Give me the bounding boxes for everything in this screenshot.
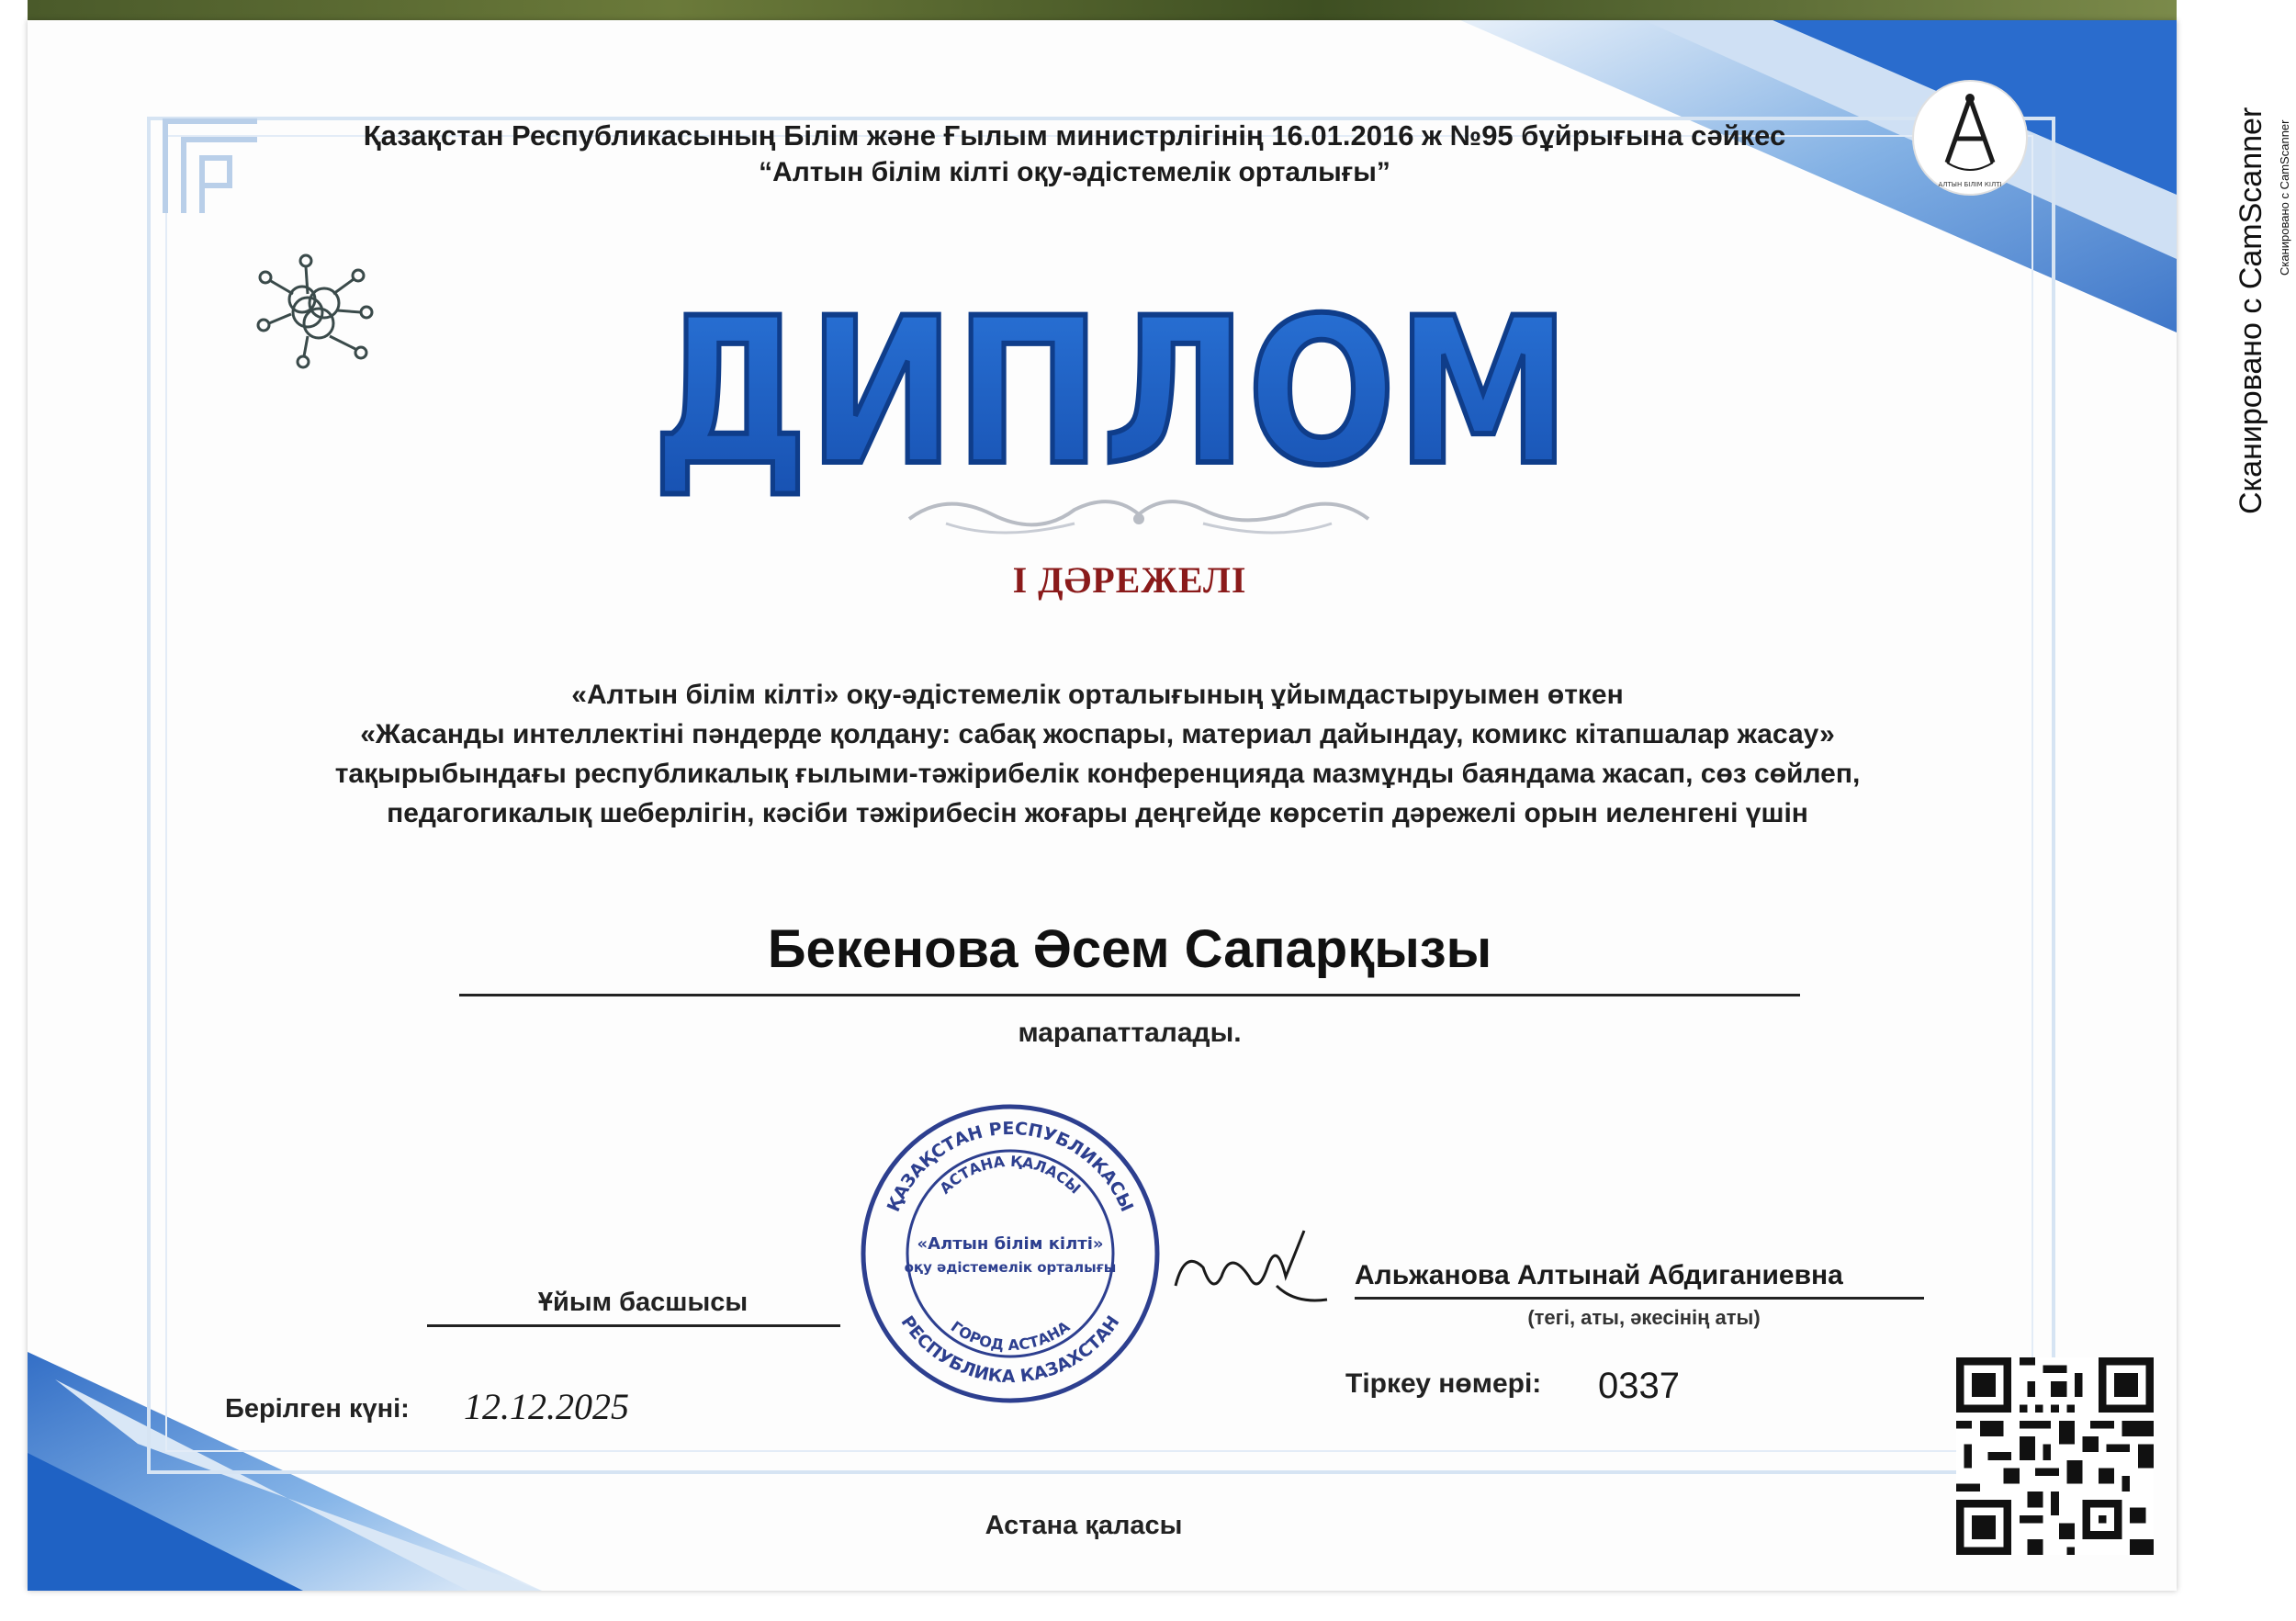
issue-date: 12.12.2025 bbox=[464, 1386, 629, 1427]
head-signature-line bbox=[427, 1324, 840, 1327]
recipient-name: Бекенова Әсем Сапарқызы bbox=[767, 919, 1492, 979]
flourish-ornament bbox=[891, 482, 1387, 546]
qr-code[interactable] bbox=[1956, 1357, 2154, 1555]
header-line-2: “Алтын білім кілті оқу-әдістемелік орталығы” bbox=[759, 157, 1390, 187]
diploma-title bbox=[597, 262, 1626, 510]
stamp-outer-bottom: ГОРОД АСТАНА bbox=[947, 1317, 1074, 1355]
degree-label: І ДӘРЕЖЕЛІ bbox=[1012, 559, 1247, 601]
header-line-1: Қазақстан Республикасының Білім және Ғылым министрлігінің 16.01.2016 ж №95 бұйрығына сәйкес bbox=[363, 119, 1786, 152]
svg-text:АСТАНА ҚАЛАСЫ bbox=[936, 1153, 1084, 1198]
stamp-center-2: оқу әдістемелік орталығы bbox=[904, 1259, 1117, 1276]
stamp-outer-top: ҚАЗАҚСТАН РЕСПУБЛИКАСЫ bbox=[883, 1118, 1138, 1215]
title-text: ДИПЛОМ bbox=[652, 275, 1570, 510]
compass-letter-a-logo bbox=[1910, 78, 2030, 197]
description-line: тақырыбындағы республикалық ғылыми-тәжірибелік конференцияда мазмұнды баяндама жасап, сөз сөйлеп, bbox=[334, 759, 1861, 789]
head-label: Ұйым басшысы bbox=[537, 1288, 748, 1317]
svg-text:ГОРОД АСТАНА bbox=[948, 1317, 1074, 1354]
background-photo-strip bbox=[28, 0, 2177, 22]
handwritten-signature bbox=[1166, 1212, 1332, 1313]
issue-date-label: Берілген күні: bbox=[225, 1394, 410, 1424]
city-label: Астана қаласы bbox=[985, 1511, 1183, 1540]
stamp-outer-bottom-2: РЕСПУБЛИКА КАЗАХСТАН bbox=[896, 1311, 1124, 1388]
logo-text: АЛТЫН БІЛІМ КІЛТІ bbox=[1938, 181, 2002, 188]
official-stamp bbox=[854, 1098, 1166, 1410]
camscanner-text-small: Сканировано с CamScanner bbox=[2278, 119, 2291, 276]
awarded-text: марапатталады. bbox=[1018, 1018, 1242, 1048]
camscanner-text: Сканировано с CamScanner bbox=[2234, 107, 2268, 514]
molecule-icon bbox=[253, 248, 381, 377]
award-description bbox=[193, 675, 2002, 833]
stamp-center-1: «Алтын білім кілті» bbox=[917, 1234, 1104, 1254]
signer-caption: (тегі, аты, әкесінің аты) bbox=[1527, 1306, 1761, 1329]
stamp-outer-top-2: АСТАНА ҚАЛАСЫ bbox=[936, 1152, 1085, 1198]
registration-label: Тіркеу нөмері: bbox=[1345, 1368, 1542, 1399]
signer-underline bbox=[1355, 1297, 1924, 1300]
description-line: «Жасанды интеллектіні пәндерде қолдану: сабақ жоспары, материал дайындау, комикс кітапшалар жасау» bbox=[360, 719, 1835, 749]
registration-number: 0337 bbox=[1598, 1366, 1680, 1406]
recipient-underline bbox=[459, 994, 1800, 996]
issuer-header bbox=[239, 118, 1910, 191]
camscanner-watermark bbox=[2213, 37, 2296, 514]
description-line: педагогикалық шеберлігін, кәсіби тәжірибесін жоғары деңгейде көрсетіп дәрежелі орын иеленгені үшін bbox=[387, 798, 1808, 828]
signer-name: Альжанова Алтынай Абдиганиевна bbox=[1355, 1260, 1843, 1290]
description-line: «Алтын білім кілті» оқу-әдістемелік орталығының ұйымдастыруымен өткен bbox=[571, 680, 1624, 710]
